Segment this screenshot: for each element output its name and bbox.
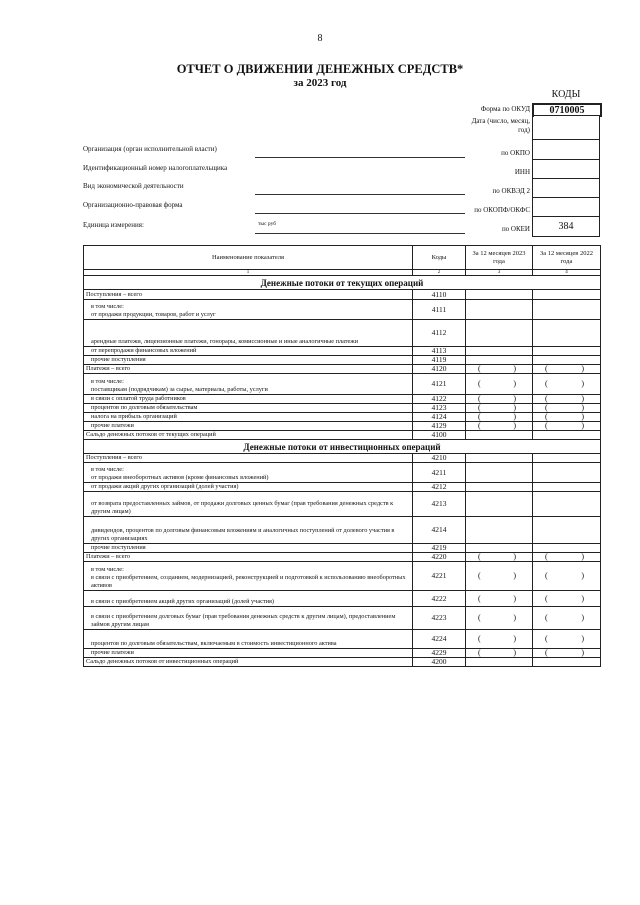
row-code: 4122 — [413, 395, 466, 404]
value-2023-cell[interactable] — [466, 413, 533, 422]
code-value-field[interactable] — [532, 197, 600, 217]
code-label: по ОКВЭД 2 — [492, 187, 530, 195]
row-label: от возврата предоставленных займов, от продажи долговых ценных бумаг (прав требования денежных средств к другим лицам) — [84, 492, 413, 517]
row-label: в том числе: в связи с приобретением, созданием, модернизацией, реконструкцией и подготовкой к использованию внеоборотных активов — [84, 562, 413, 591]
row-code: 4123 — [413, 404, 466, 413]
row-label: прочие поступления — [84, 544, 413, 553]
value-2023-cell[interactable] — [466, 544, 533, 553]
code-value-field[interactable] — [532, 115, 600, 140]
value-2023-cell[interactable] — [466, 492, 533, 517]
row-code: 4110 — [413, 290, 466, 300]
row-code: 4224 — [413, 630, 466, 649]
value-2023-cell[interactable] — [466, 395, 533, 404]
org-field-label: Идентификационный номер налогоплательщика — [83, 164, 228, 172]
value-2022-cell[interactable] — [533, 544, 601, 553]
paren-close: ) — [513, 634, 516, 643]
paren-close: ) — [513, 648, 516, 657]
column-number: 3 — [466, 270, 533, 276]
table-row — [84, 517, 601, 544]
table-row — [84, 591, 601, 607]
row-label: от продажи акций других организаций (долей участия) — [84, 483, 413, 492]
value-2022-cell[interactable] — [533, 413, 601, 422]
row-code: 4113 — [413, 347, 466, 356]
value-2022-cell[interactable] — [533, 649, 601, 658]
paren-open: ( — [478, 634, 481, 643]
code-value-field[interactable]: 0710005 — [532, 103, 602, 117]
value-2022-cell[interactable] — [533, 562, 601, 591]
table-row — [84, 463, 601, 483]
column-number: 4 — [533, 270, 601, 276]
value-2023-cell[interactable] — [466, 320, 533, 347]
table-row — [84, 422, 601, 431]
row-label: Сальдо денежных потоков от текущих операций — [84, 431, 413, 440]
value-2022-cell[interactable] — [533, 356, 601, 365]
row-label: Платежи – всего — [84, 365, 413, 374]
row-label: прочие поступления — [84, 356, 413, 365]
report-period: за 2023 год — [293, 77, 347, 89]
column-header: За 12 месяцев 2023 года — [466, 246, 533, 270]
row-label: прочие платежи — [84, 649, 413, 658]
value-2023-cell[interactable] — [466, 422, 533, 431]
paren-open: ( — [545, 421, 548, 430]
value-2023-cell[interactable] — [466, 374, 533, 395]
value-2022-cell[interactable] — [533, 591, 601, 607]
paren-open: ( — [478, 394, 481, 403]
paren-open: ( — [545, 364, 548, 373]
row-label: Поступления – всего — [84, 454, 413, 463]
paren-close: ) — [581, 421, 584, 430]
paren-open: ( — [545, 394, 548, 403]
table-row — [84, 544, 601, 553]
row-label: Платежи – всего — [84, 553, 413, 562]
row-code: 4220 — [413, 553, 466, 562]
paren-open: ( — [545, 634, 548, 643]
row-code: 4121 — [413, 374, 466, 395]
code-label: ИНН — [514, 168, 530, 176]
section-title: Денежные потоки от инвестиционных операций — [84, 440, 601, 454]
paren-open: ( — [478, 364, 481, 373]
row-code: 4124 — [413, 413, 466, 422]
value-2022-cell[interactable] — [533, 658, 601, 667]
table-row — [84, 607, 601, 630]
value-2023-cell[interactable] — [466, 404, 533, 413]
org-field-value[interactable]: тыс руб — [258, 221, 277, 227]
table-row — [84, 431, 601, 440]
column-number: 2 — [413, 270, 466, 276]
row-code: 4100 — [413, 431, 466, 440]
cash-flow-table — [83, 245, 601, 667]
paren-close: ) — [581, 552, 584, 561]
row-label: процентов по долговым обязательствам — [84, 404, 413, 413]
value-2022-cell[interactable] — [533, 463, 601, 483]
paren-open: ( — [478, 613, 481, 622]
paren-close: ) — [513, 613, 516, 622]
value-2023-cell[interactable] — [466, 607, 533, 630]
column-header: Коды — [413, 246, 466, 270]
paren-open: ( — [545, 613, 548, 622]
paren-close: ) — [581, 571, 584, 580]
row-label: Поступления – всего — [84, 290, 413, 300]
value-2023-cell[interactable] — [466, 365, 533, 374]
row-label: арендные платежи, лицензионные платежи, гонорары, комиссионные и иные аналогичные платежи — [84, 320, 413, 347]
table-row — [84, 454, 601, 463]
codes-header: КОДЫ — [551, 89, 581, 100]
code-label: по ОКОПФ/ОКФС — [474, 206, 530, 214]
value-2022-cell[interactable] — [533, 431, 601, 440]
row-label: процентов по долговым обязательствам, включаемым в стоимость инвестиционного актива — [84, 630, 413, 649]
table-row — [84, 300, 601, 320]
value-2022-cell[interactable] — [533, 347, 601, 356]
paren-close: ) — [513, 552, 516, 561]
paren-close: ) — [581, 613, 584, 622]
paren-open: ( — [545, 379, 548, 388]
value-2022-cell[interactable] — [533, 630, 601, 649]
table-row — [84, 562, 601, 591]
value-2022-cell[interactable] — [533, 607, 601, 630]
value-2023-cell[interactable] — [466, 290, 533, 300]
value-2023-cell[interactable] — [466, 347, 533, 356]
row-label: в том числе: от продажи внеоборотных активов (кроме финансовых вложений) — [84, 463, 413, 483]
row-label: налога на прибыль организаций — [84, 413, 413, 422]
paren-open: ( — [478, 412, 481, 421]
value-2022-cell[interactable] — [533, 365, 601, 374]
paren-close: ) — [581, 593, 584, 603]
page-number: 8 — [317, 33, 323, 44]
paren-open: ( — [478, 403, 481, 412]
paren-open: ( — [478, 552, 481, 561]
row-label: в связи с оплатой труда работников — [84, 395, 413, 404]
row-label: прочие платежи — [84, 422, 413, 431]
table-row — [84, 649, 601, 658]
value-2022-cell[interactable] — [533, 320, 601, 347]
value-2022-cell[interactable] — [533, 290, 601, 300]
row-code: 4119 — [413, 356, 466, 365]
table-row — [84, 356, 601, 365]
column-header: За 12 месяцев 2022 года — [533, 246, 601, 270]
paren-close: ) — [513, 593, 516, 603]
org-field-label: Единица измерения: — [83, 221, 144, 229]
paren-open: ( — [545, 552, 548, 561]
section-title: Денежные потоки от текущих операций — [84, 276, 601, 290]
org-field-label: Вид экономической деятельности — [83, 182, 184, 190]
row-code: 4214 — [413, 517, 466, 544]
row-code: 4210 — [413, 454, 466, 463]
paren-close: ) — [581, 394, 584, 403]
code-label: Форма по ОКУД — [480, 105, 530, 113]
value-2022-cell[interactable] — [533, 422, 601, 431]
underline — [255, 157, 465, 158]
paren-open: ( — [545, 412, 548, 421]
row-code: 4222 — [413, 591, 466, 607]
row-label: в том числе: от продажи продукции, товаров, работ и услуг — [84, 300, 413, 320]
code-label: по ОКПО — [501, 149, 530, 157]
value-2022-cell[interactable] — [533, 374, 601, 395]
table-row — [84, 630, 601, 649]
row-code: 4221 — [413, 562, 466, 591]
value-2023-cell[interactable] — [466, 649, 533, 658]
row-label: от перепродажи финансовых вложений — [84, 347, 413, 356]
value-2022-cell[interactable] — [533, 553, 601, 562]
paren-close: ) — [513, 403, 516, 412]
paren-open: ( — [478, 593, 481, 603]
paren-open: ( — [478, 421, 481, 430]
row-label: в связи с приобретением акций других организаций (долей участия) — [84, 591, 413, 607]
row-code: 4211 — [413, 463, 466, 483]
paren-open: ( — [545, 648, 548, 657]
table-row — [84, 404, 601, 413]
table-row — [84, 395, 601, 404]
row-code: 4129 — [413, 422, 466, 431]
org-field-label: Организационно-правовая форма — [83, 201, 183, 209]
row-code: 4200 — [413, 658, 466, 667]
value-2023-cell[interactable] — [466, 562, 533, 591]
value-2023-cell[interactable] — [466, 454, 533, 463]
table-row — [84, 492, 601, 517]
row-code: 4223 — [413, 607, 466, 630]
value-2022-cell[interactable] — [533, 404, 601, 413]
value-2022-cell[interactable] — [533, 517, 601, 544]
value-2023-cell[interactable] — [466, 517, 533, 544]
value-2022-cell[interactable] — [533, 395, 601, 404]
paren-close: ) — [513, 364, 516, 373]
code-value-field[interactable] — [532, 139, 600, 160]
value-2023-cell[interactable] — [466, 658, 533, 667]
code-value-field[interactable] — [532, 178, 600, 198]
paren-close: ) — [513, 412, 516, 421]
row-code: 4213 — [413, 492, 466, 517]
value-2022-cell[interactable] — [533, 483, 601, 492]
underline — [255, 194, 465, 195]
value-2023-cell[interactable] — [466, 463, 533, 483]
paren-close: ) — [513, 394, 516, 403]
paren-close: ) — [581, 403, 584, 412]
code-label: по ОКЕИ — [501, 225, 530, 233]
org-field-label: Организация (орган исполнительной власти) — [83, 145, 217, 153]
code-label: Дата (число, месяц, год) — [471, 117, 530, 134]
table-row — [84, 483, 601, 492]
value-2023-cell[interactable] — [466, 483, 533, 492]
underline — [255, 213, 465, 214]
paren-open: ( — [545, 403, 548, 412]
table-row — [84, 374, 601, 395]
value-2023-cell[interactable] — [466, 356, 533, 365]
row-code: 4219 — [413, 544, 466, 553]
row-code: 4120 — [413, 365, 466, 374]
row-label: в том числе: поставщикам (подрядчикам) за сырье, материалы, работы, услуги — [84, 374, 413, 395]
value-2023-cell[interactable] — [466, 553, 533, 562]
row-code: 4212 — [413, 483, 466, 492]
code-value-field[interactable]: 384 — [532, 216, 600, 237]
paren-open: ( — [545, 571, 548, 580]
paren-open: ( — [478, 379, 481, 388]
paren-close: ) — [581, 379, 584, 388]
row-label: в связи с приобретением долговых бумаг (прав требования денежных средств к другим лицам), предоставлением займов другим лицам — [84, 607, 413, 630]
table-row — [84, 365, 601, 374]
paren-close: ) — [581, 648, 584, 657]
value-2022-cell[interactable] — [533, 300, 601, 320]
code-value-field[interactable] — [532, 159, 600, 179]
table-row — [84, 413, 601, 422]
row-code: 4229 — [413, 649, 466, 658]
value-2022-cell[interactable] — [533, 454, 601, 463]
paren-close: ) — [581, 412, 584, 421]
table-row — [84, 290, 601, 300]
column-number: 1 — [84, 270, 413, 276]
paren-close: ) — [513, 421, 516, 430]
paren-close: ) — [513, 379, 516, 388]
value-2023-cell[interactable] — [466, 300, 533, 320]
value-2022-cell[interactable] — [533, 492, 601, 517]
underline — [255, 233, 465, 234]
report-title: ОТЧЕТ О ДВИЖЕНИИ ДЕНЕЖНЫХ СРЕДСТВ* — [176, 62, 464, 76]
table-row — [84, 320, 601, 347]
row-code: 4111 — [413, 300, 466, 320]
paren-close: ) — [581, 634, 584, 643]
column-header: Наименование показателя — [84, 246, 413, 270]
value-2023-cell[interactable] — [466, 630, 533, 649]
table-row — [84, 347, 601, 356]
paren-close: ) — [513, 571, 516, 580]
row-code: 4112 — [413, 320, 466, 347]
paren-open: ( — [478, 648, 481, 657]
paren-close: ) — [581, 364, 584, 373]
value-2023-cell[interactable] — [466, 591, 533, 607]
paren-open: ( — [545, 593, 548, 603]
table-row — [84, 553, 601, 562]
value-2023-cell[interactable] — [466, 431, 533, 440]
table-row — [84, 658, 601, 667]
row-label: дивидендов, процентов по долговым финансовым вложениям и аналогичных поступлений от долевого участия в других организациях — [84, 517, 413, 544]
paren-open: ( — [478, 571, 481, 580]
row-label: Сальдо денежных потоков от инвестиционных операций — [84, 658, 413, 667]
